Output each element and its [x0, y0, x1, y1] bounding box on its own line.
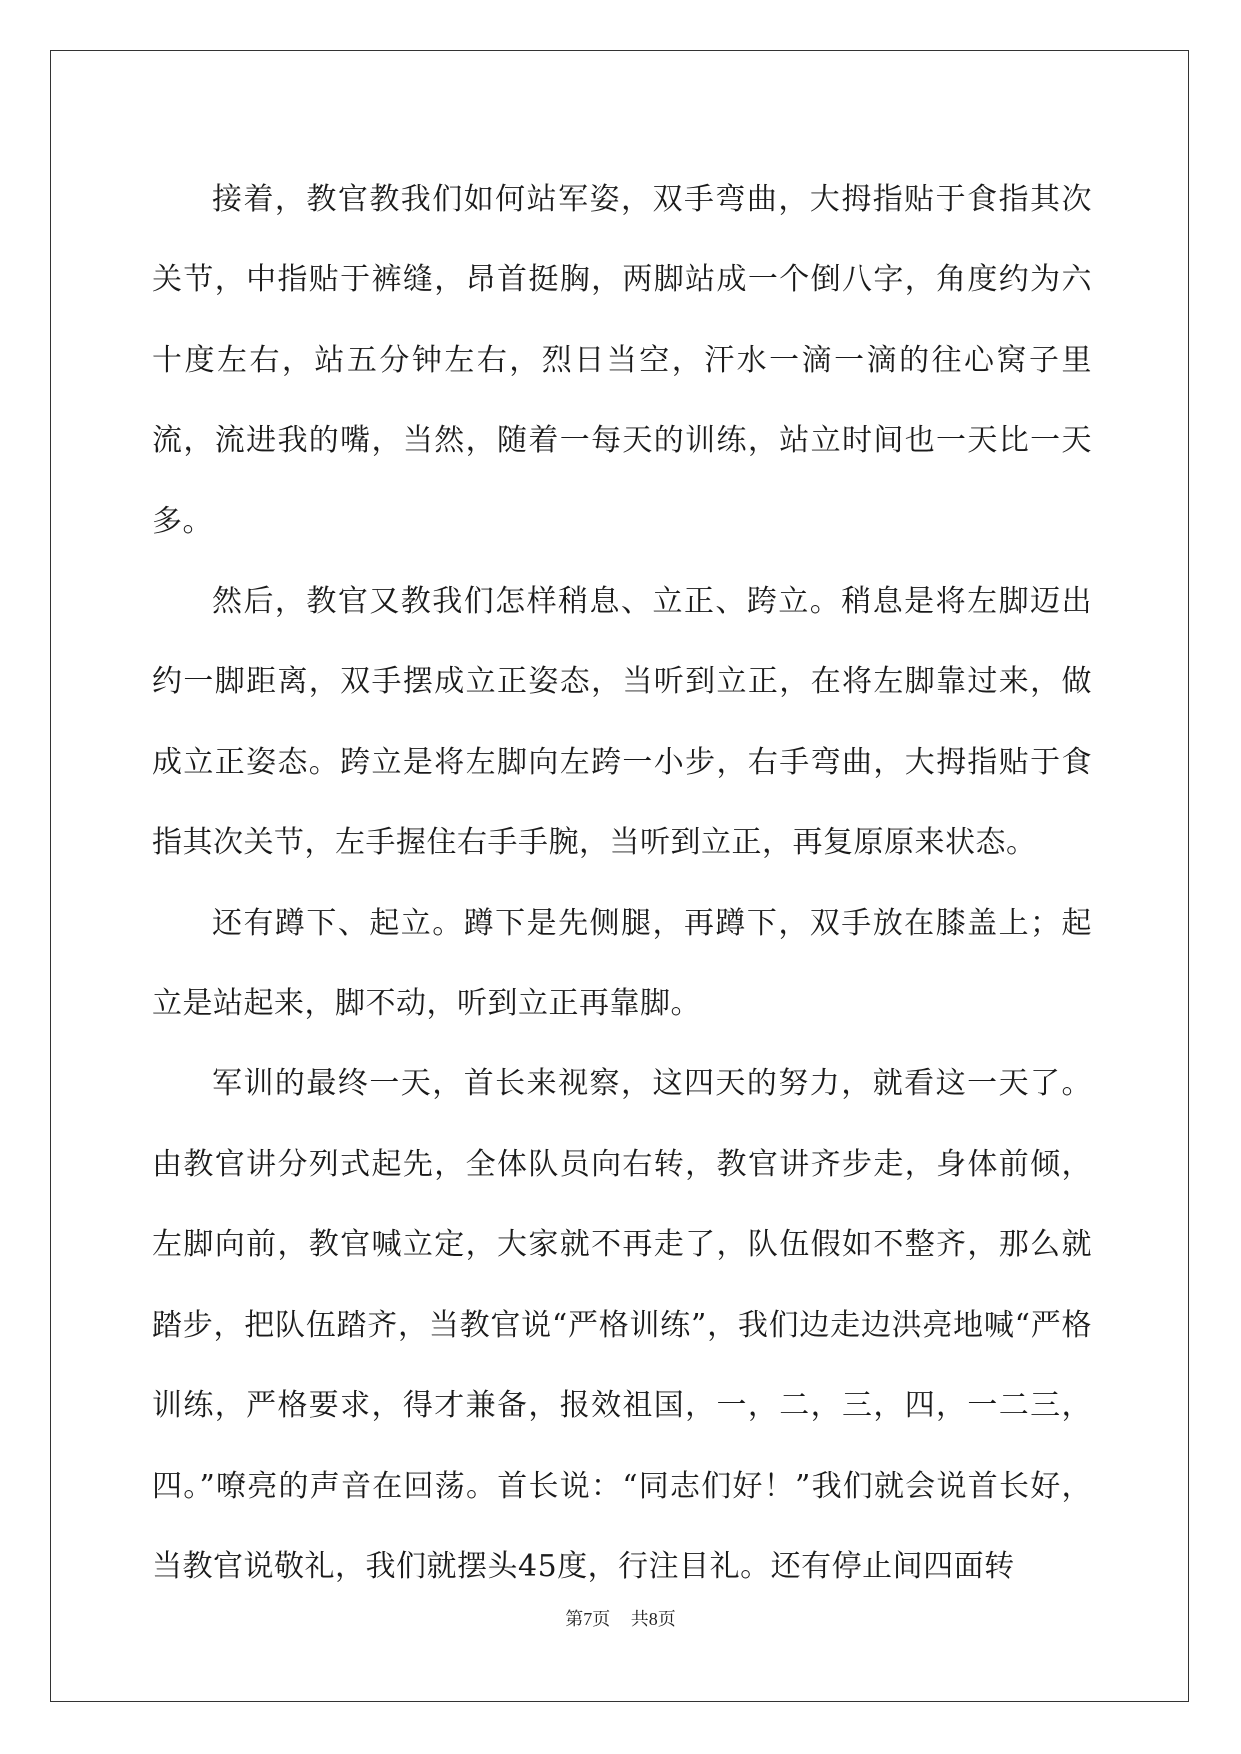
page-number-current: 第7页	[565, 1609, 611, 1629]
page-number-total: 共8页	[630, 1609, 676, 1629]
document-body	[152, 160, 1092, 1607]
paragraph-2: 然后，教官又教我们怎样稍息、立正、跨立。稍息是将左脚迈出约一脚距离，双手摆成立正姿态，当听到立正，在将左脚靠过来，做成立正姿态。跨立是将左脚向左跨一小步，右手弯曲，大拇指贴于食指其次关节，左手握住右手手腕，当听到立正，再复原原来状态。	[152, 584, 1092, 861]
paragraph-3: 还有蹲下、起立。蹲下是先侧腿，再蹲下，双手放在膝盖上；起立是站起来，脚不动，听到立正再靠脚。	[152, 905, 1092, 1022]
paragraph-4: 军训的最终一天，首长来视察，这四天的努力，就看这一天了。由教官讲分列式起先，全体队员向右转，教官讲齐步走，身体前倾，左脚向前，教官喊立定，大家就不再走了，队伍假如不整齐，那么就踏步，把队伍踏齐，当教官说“严格训练”，我们边走边洪亮地喊“严格训练，严格要求，得才兼备，报效祖国，一，二，三，四，一二三，四。”嘹亮的声音在回荡。首长说：“同志们好！”我们就会说首长好，当教官说敬礼，我们就摆头45度，行注目礼。还有停止间四面转	[152, 1066, 1092, 1584]
page-footer	[0, 1605, 1241, 1631]
paragraph-1: 接着，教官教我们如何站军姿，双手弯曲，大拇指贴于食指其次关节，中指贴于裤缝，昂首挺胸，两脚站成一个倒八字，角度约为六十度左右，站五分钟左右，烈日当空，汗水一滴一滴的往心窝子里流，流进我的嘴，当然，随着一每天的训练，站立时间也一天比一天多。	[152, 182, 1092, 539]
